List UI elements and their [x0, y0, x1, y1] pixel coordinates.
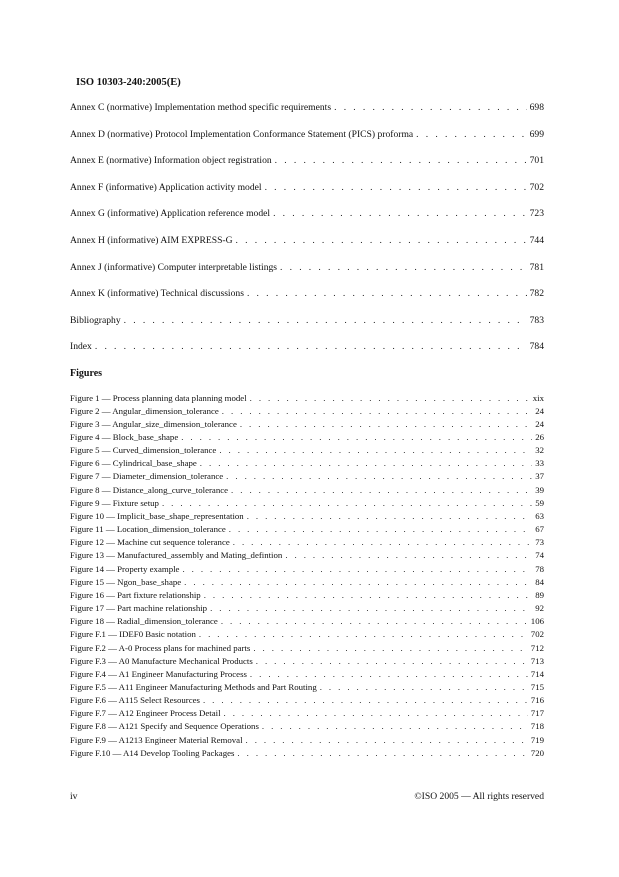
figure-page: 106 [530, 616, 544, 626]
figure-page: 702 [530, 629, 544, 639]
toc-entry[interactable] [70, 235, 544, 246]
toc-entry-page: 781 [529, 262, 544, 273]
page-number: iv [70, 791, 78, 802]
figure-title: Figure F.10 — A14 Develop Tooling Packages [70, 748, 235, 758]
figure-page: 32 [535, 445, 544, 455]
toc-leader [229, 524, 532, 534]
figure-title: Figure F.3 — A0 Manufacture Mechanical Products [70, 656, 253, 666]
figure-entry[interactable] [70, 550, 544, 560]
toc-leader [219, 445, 532, 455]
figure-title: Figure F.2 — A-0 Process plans for machined parts [70, 643, 251, 653]
toc-leader [262, 721, 528, 731]
toc-leader [416, 129, 526, 140]
toc-entry-page: 701 [529, 155, 544, 166]
figure-page: xix [532, 393, 544, 403]
toc-leader [184, 577, 532, 587]
figure-title: Figure 2 — Angular_dimension_tolerance [70, 406, 219, 416]
toc-leader [162, 498, 532, 508]
figure-page: 719 [530, 735, 544, 745]
figure-entry[interactable] [70, 471, 544, 481]
toc-leader [253, 643, 527, 653]
toc-leader [250, 393, 530, 403]
figure-page: 67 [535, 524, 544, 534]
figure-page: 59 [535, 498, 544, 508]
toc-entry-title: Annex K (informative) Technical discussions [70, 288, 244, 299]
figure-title: Figure 18 — Radial_dimension_tolerance [70, 616, 218, 626]
figure-title: Figure F.5 — A11 Engineer Manufacturing Methods and Part Routing [70, 682, 317, 692]
toc-leader [280, 262, 527, 273]
toc-entry[interactable] [70, 262, 544, 273]
figure-title: Figure 11 — Location_dimension_tolerance [70, 524, 226, 534]
figure-page: 92 [535, 603, 544, 613]
figure-entry[interactable] [70, 708, 544, 718]
figure-entry[interactable] [70, 406, 544, 416]
figure-page: 713 [530, 656, 544, 666]
figure-title: Figure F.7 — A12 Engineer Process Detail [70, 708, 221, 718]
figure-page: 33 [535, 458, 544, 468]
figure-entry[interactable] [70, 458, 544, 468]
document-id: ISO 10303-240:2005(E) [76, 77, 181, 88]
toc-entry-title: Annex J (informative) Computer interpretable listings [70, 262, 278, 273]
figure-page: 74 [535, 550, 544, 560]
toc-leader [233, 537, 532, 547]
toc-leader [204, 590, 532, 600]
toc-leader [226, 471, 532, 481]
toc-entry-title: Bibliography [70, 315, 121, 326]
toc-entry-page: 782 [529, 288, 544, 299]
figure-entry[interactable] [70, 695, 544, 705]
figure-page: 714 [530, 669, 544, 679]
figure-title: Figure 3 — Angular_size_dimension_tolerance [70, 419, 237, 429]
toc-entry-title: Annex F (informative) Application activity model [70, 182, 262, 193]
figure-title: Figure F.9 — A1213 Engineer Material Removal [70, 735, 243, 745]
figure-entry[interactable] [70, 577, 544, 587]
toc-leader [210, 603, 532, 613]
figure-entry[interactable] [70, 669, 544, 679]
figure-entry[interactable] [70, 643, 544, 653]
figure-entry[interactable] [70, 537, 544, 547]
toc-leader [265, 182, 527, 193]
figure-page: 718 [530, 721, 544, 731]
figure-title: Figure F.8 — A121 Specify and Sequence Operations [70, 721, 259, 731]
toc-leader [250, 669, 528, 679]
figure-entry[interactable] [70, 564, 544, 574]
figure-entry[interactable] [70, 524, 544, 534]
figure-title: Figure 8 — Distance_along_curve_tolerance [70, 485, 229, 495]
figure-entry[interactable] [70, 748, 544, 758]
figure-title: Figure F.6 — A115 Select Resources [70, 695, 200, 705]
figure-entry[interactable] [70, 721, 544, 731]
figures-heading: Figures [70, 368, 103, 379]
figure-title: Figure 6 — Cylindrical_base_shape [70, 458, 197, 468]
figure-entry[interactable] [70, 682, 544, 692]
figure-title: Figure 13 — Manufactured_assembly and Mating_defintion [70, 550, 283, 560]
toc-leader [246, 735, 528, 745]
toc-entry-title: Annex E (normative) Information object registration [70, 155, 272, 166]
toc-entry-page: 723 [529, 208, 544, 219]
figure-page: 73 [535, 537, 544, 547]
figure-title: Figure F.1 — IDEF0 Basic notation [70, 629, 196, 639]
toc-entry-page: 784 [529, 341, 544, 352]
toc-leader [273, 208, 527, 219]
toc-entry-title: Annex H (informative) AIM EXPRESS-G [70, 235, 233, 246]
toc-entry-page: 744 [529, 235, 544, 246]
figure-entry[interactable] [70, 603, 544, 613]
toc-leader [320, 682, 528, 692]
toc-entry-title: Annex C (normative) Implementation method specific requirements [70, 102, 332, 113]
toc-leader [240, 419, 532, 429]
figure-entry[interactable] [70, 432, 544, 442]
toc-leader [182, 564, 532, 574]
figure-title: Figure 16 — Part fixture relationship [70, 590, 201, 600]
figure-page: 78 [535, 564, 544, 574]
toc-leader [237, 748, 527, 758]
figure-entry[interactable] [70, 419, 544, 429]
toc-entry[interactable] [70, 129, 544, 140]
figure-page: 39 [535, 485, 544, 495]
toc-entry-title: Annex D (normative) Protocol Implementation Conformance Statement (PICS) proforma [70, 129, 414, 140]
toc-leader [247, 511, 533, 521]
figure-page: 24 [535, 419, 544, 429]
toc-leader [203, 695, 528, 705]
toc-entry[interactable] [70, 288, 544, 299]
figure-page: 715 [530, 682, 544, 692]
toc-entry[interactable] [70, 341, 544, 352]
toc-entry[interactable] [70, 315, 544, 326]
toc-leader [221, 616, 528, 626]
toc-leader [199, 629, 528, 639]
figure-page: 84 [535, 577, 544, 587]
figure-page: 717 [530, 708, 544, 718]
toc-leader [334, 102, 527, 113]
figure-title: Figure 17 — Part machine relationship [70, 603, 208, 613]
figure-entry[interactable] [70, 590, 544, 600]
toc-leader [95, 341, 527, 352]
toc-leader [222, 406, 532, 416]
toc-entry-page: 702 [529, 182, 544, 193]
toc-entry[interactable] [70, 208, 544, 219]
figure-title: Figure 12 — Machine cut sequence tolerance [70, 537, 230, 547]
toc-leader [181, 432, 532, 442]
figure-page: 26 [535, 432, 544, 442]
toc-leader [124, 315, 527, 326]
figure-title: Figure 1 — Process planning data planning model [70, 393, 247, 403]
figure-entry[interactable] [70, 735, 544, 745]
figure-title: Figure 4 — Block_base_shape [70, 432, 179, 442]
toc-entry-page: 699 [529, 129, 544, 140]
figure-title: Figure 7 — Diameter_dimension_tolerance [70, 471, 224, 481]
toc-entry-title: Index [70, 341, 92, 352]
figure-title: Figure 9 — Fixture setup [70, 498, 159, 508]
figure-entry[interactable] [70, 485, 544, 495]
toc-leader [285, 550, 532, 560]
figure-title: Figure 15 — Ngon_base_shape [70, 577, 182, 587]
figure-page: 720 [530, 748, 544, 758]
toc-leader [224, 708, 528, 718]
toc-entry[interactable] [70, 102, 544, 113]
figure-entry[interactable] [70, 393, 544, 403]
figure-entry[interactable] [70, 445, 544, 455]
figure-entry[interactable] [70, 656, 544, 666]
figure-entry[interactable] [70, 511, 544, 521]
figure-page: 89 [535, 590, 544, 600]
figure-entry[interactable] [70, 498, 544, 508]
toc-leader [247, 288, 527, 299]
figure-entry[interactable] [70, 629, 544, 639]
figure-title: Figure F.4 — A1 Engineer Manufacturing Process [70, 669, 247, 679]
figure-page: 37 [535, 471, 544, 481]
figure-entry[interactable] [70, 616, 544, 626]
toc-leader [256, 656, 528, 666]
figure-page: 716 [530, 695, 544, 705]
figure-page: 24 [535, 406, 544, 416]
toc-leader [275, 155, 527, 166]
toc-leader [236, 235, 527, 246]
toc-entry[interactable] [70, 182, 544, 193]
toc-entry-page: 783 [529, 315, 544, 326]
copyright-notice: ©ISO 2005 — All rights reserved [414, 791, 544, 802]
toc-entry-page: 698 [529, 102, 544, 113]
figure-title: Figure 10 — Implicit_base_shape_representation [70, 511, 244, 521]
figure-page: 712 [530, 643, 544, 653]
figure-title: Figure 14 — Property example [70, 564, 180, 574]
toc-entry[interactable] [70, 155, 544, 166]
figure-title: Figure 5 — Curved_dimension_tolerance [70, 445, 217, 455]
figure-page: 63 [535, 511, 544, 521]
toc-leader [231, 485, 532, 495]
toc-entry-title: Annex G (informative) Application reference model [70, 208, 271, 219]
toc-leader [200, 458, 532, 468]
